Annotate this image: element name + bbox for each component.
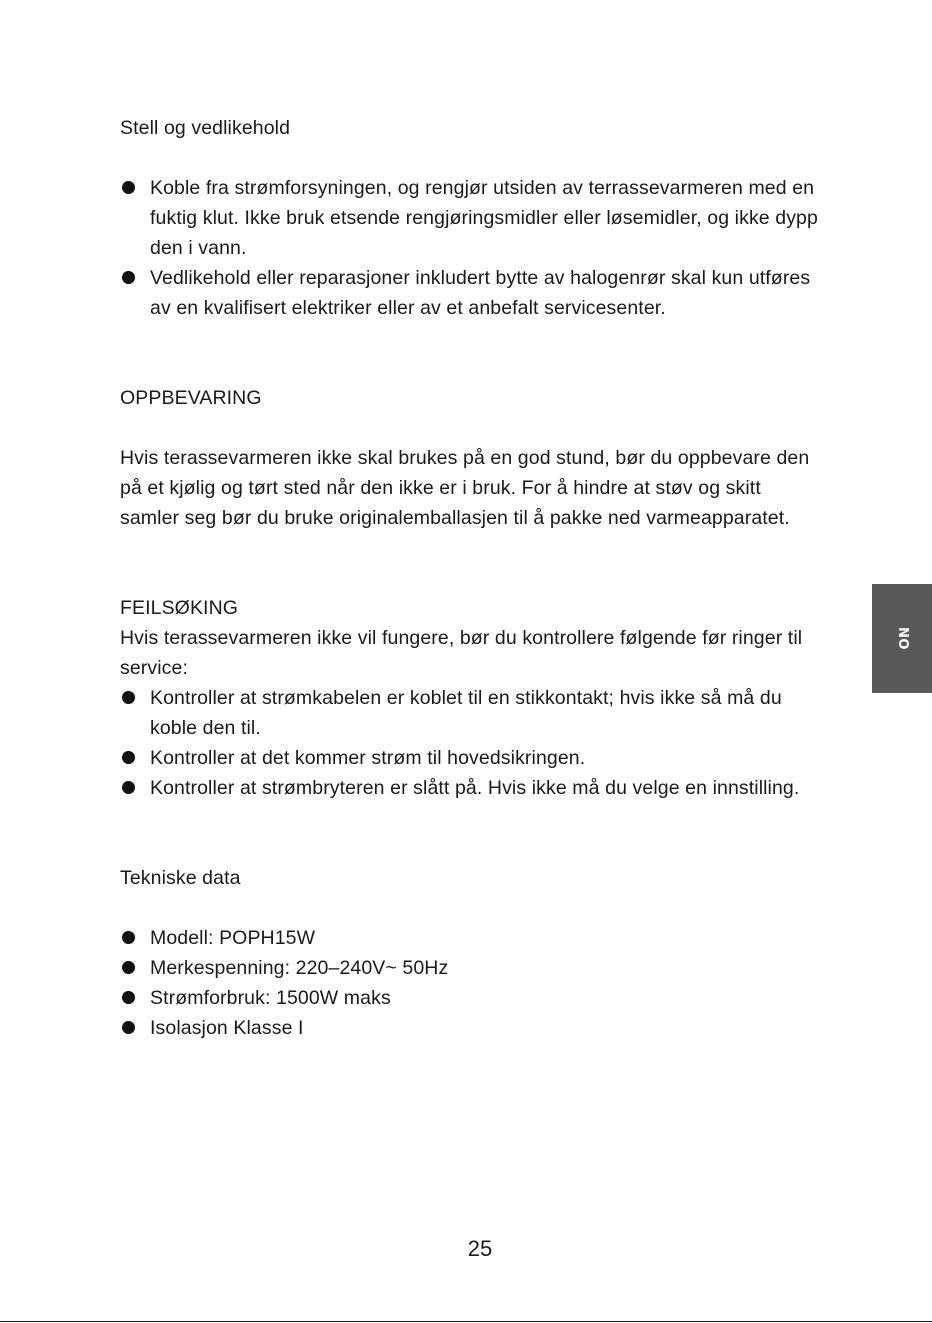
page-number: 25 — [467, 1236, 493, 1261]
storage-section — [120, 383, 820, 533]
list-item — [120, 683, 820, 743]
bullet-icon — [122, 991, 135, 1004]
bullet-icon — [122, 1021, 135, 1034]
list-item — [120, 1013, 820, 1043]
list-item-text: Modell: POPH15W — [150, 927, 316, 949]
list-item — [120, 743, 820, 773]
care-heading: Stell og vedlikehold — [120, 117, 291, 139]
care-section — [120, 113, 820, 323]
bullet-icon — [122, 961, 135, 974]
bullet-icon — [122, 181, 135, 194]
list-item-text: Strømforbruk: 1500W maks — [150, 987, 391, 1009]
list-item-text: Isolasjon Klasse I — [150, 1017, 304, 1039]
troubleshooting-list — [120, 683, 820, 803]
storage-heading: OPPBEVARING — [120, 387, 262, 409]
list-item-text: Kontroller at strømbryteren er slått på. Hvis ikke må du velge en innstilling. — [150, 777, 800, 799]
language-tab — [872, 584, 932, 693]
list-item-text: Merkespenning: 220–240V~ 50Hz — [150, 957, 449, 979]
care-list — [120, 173, 820, 323]
list-item — [120, 263, 820, 323]
bottom-divider — [0, 1321, 932, 1322]
list-item — [120, 983, 820, 1013]
bullet-icon — [122, 781, 135, 794]
bullet-icon — [122, 751, 135, 764]
list-item-text: Vedlikehold eller reparasjoner inkludert bytte av halogenrør skal kun utføres av en kvalifisert elektriker eller av et anbefalt servicesenter. — [150, 267, 811, 319]
list-item — [120, 953, 820, 983]
list-item-text: Koble fra strømforsyningen, og rengjør utsiden av terrassevarmeren med en fuktig klut. Ikke bruk etsende rengjøringsmidler eller løsemidler, og ikke dypp den i vann. — [150, 177, 818, 259]
list-item — [120, 923, 820, 953]
bullet-icon — [122, 931, 135, 944]
list-item-text: Kontroller at strømkabelen er koblet til en stikkontakt; hvis ikke så må du koble den til. — [150, 687, 782, 739]
troubleshooting-section — [120, 593, 820, 803]
troubleshooting-intro: Hvis terassevarmeren ikke vil fungere, bør du kontrollere følgende før ringer til service: — [120, 627, 803, 679]
bullet-icon — [122, 691, 135, 704]
bullet-icon — [122, 271, 135, 284]
list-item-text: Kontroller at det kommer strøm til hovedsikringen. — [150, 747, 586, 769]
language-tab-label: NO — [894, 627, 910, 650]
technical-heading: Tekniske data — [120, 867, 241, 889]
technical-list — [120, 923, 820, 1043]
storage-text: Hvis terassevarmeren ikke skal brukes på en god stund, bør du oppbevare den på et kjølig og tørt sted når den ikke er i bruk. For å hindre at støv og skitt samler seg bør du bruke originalemballasjen til å pakke ned varmeapparatet. — [120, 447, 810, 529]
page-content — [120, 113, 820, 1043]
list-item — [120, 773, 820, 803]
troubleshooting-heading: FEILSØKING — [120, 597, 239, 619]
list-item — [120, 173, 820, 263]
technical-section — [120, 863, 820, 1043]
